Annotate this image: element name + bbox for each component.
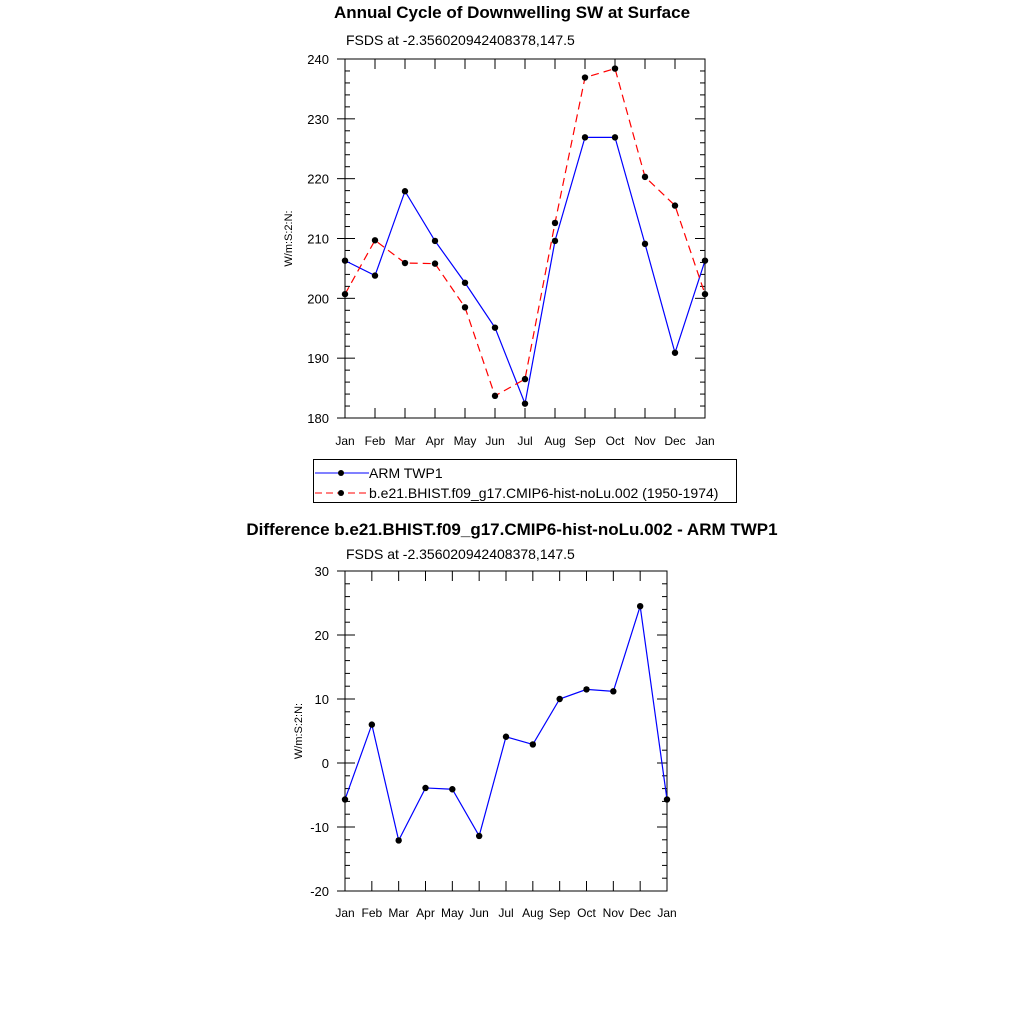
bottom-series-0-point: [530, 741, 536, 747]
top-series-0-point: [432, 238, 438, 244]
legend-label-model: b.e21.BHIST.f09_g17.CMIP6-hist-noLu.002 (1950-1974): [369, 485, 719, 501]
top-series-0-point: [672, 350, 678, 356]
top-ytick-label: 210: [307, 231, 329, 247]
chart-title-top: Annual Cycle of Downwelling SW at Surface: [333, 3, 691, 22]
top-series-1-point: [642, 174, 648, 180]
bottom-ytick-label: 30: [314, 564, 329, 579]
chart-legend: [313, 459, 737, 503]
bottom-series-0-point: [610, 688, 616, 694]
bottom-ytick-label: 0: [321, 756, 329, 771]
bottom-ytick-label: -10: [310, 820, 329, 835]
top-series-1-point: [702, 291, 708, 297]
bottom-xtick-label: Jun: [469, 906, 489, 920]
top-series-0-point: [462, 280, 468, 286]
bottom-ytick-label: 20: [314, 628, 329, 643]
chart-subtitle-top: FSDS at -2.356020942408378,147.5: [346, 32, 575, 48]
top-series-1-point: [582, 74, 588, 80]
bottom-plot-frame: [345, 571, 667, 891]
top-ytick-label: 240: [307, 52, 329, 67]
top-xtick-label: May: [453, 434, 477, 448]
top-xtick-label: Dec: [664, 434, 686, 448]
top-xtick-label: Jan: [695, 434, 715, 448]
top-xtick-label: Apr: [425, 434, 445, 448]
top-series-0-point: [342, 257, 348, 263]
bottom-series-0-point: [449, 786, 455, 792]
top-series-1-point: [402, 260, 408, 266]
top-series-1-point: [342, 291, 348, 297]
chart-title-bottom: Difference b.e21.BHIST.f09_g17.CMIP6-hist-noLu.002 - ARM TWP1: [246, 520, 778, 539]
bottom-series-0-point: [476, 833, 482, 839]
top-series-1-point: [432, 260, 438, 266]
top-series-0-point: [642, 241, 648, 247]
bottom-series-0-point: [556, 696, 562, 702]
bottom-ytick-label: 10: [314, 692, 329, 707]
top-series-1-point: [612, 65, 618, 71]
bottom-series-line-0: [345, 606, 667, 840]
top-ytick-label: 200: [307, 291, 329, 307]
top-ytick-label: 180: [307, 411, 329, 426]
top-xtick-label: Jul: [517, 434, 533, 448]
top-xtick-label: Sep: [574, 434, 596, 448]
top-xtick-label: Nov: [634, 434, 656, 448]
bottom-series-0-point: [342, 796, 348, 802]
top-plot-frame: [345, 59, 705, 418]
legend-item-arm: [314, 463, 736, 483]
top-series-0-point: [552, 238, 558, 244]
top-ytick-label: 190: [307, 351, 329, 367]
top-xtick-label: Jun: [485, 434, 505, 448]
top-xtick-label: Aug: [544, 434, 566, 448]
bottom-y-axis-label: W/m:S:2:N:: [293, 702, 305, 760]
legend-item-model: [314, 483, 736, 503]
bottom-series-0-point: [583, 686, 589, 692]
bottom-xtick-label: Feb: [361, 906, 383, 920]
bottom-series-0-point: [395, 837, 401, 843]
legend-label-arm: ARM TWP1: [369, 465, 443, 481]
top-series-1-point: [372, 237, 378, 243]
bottom-xtick-label: Dec: [629, 906, 651, 920]
top-series-1-point: [672, 202, 678, 208]
bottom-xtick-label: Jan: [335, 906, 355, 920]
bottom-xtick-label: Nov: [602, 906, 625, 920]
top-series-1-point: [522, 376, 528, 382]
top-xtick-label: Feb: [364, 434, 386, 448]
top-series-1-point: [552, 220, 558, 226]
bottom-xtick-label: May: [440, 906, 464, 920]
bottom-xtick-label: Jan: [657, 906, 677, 920]
legend-swatch-model: [314, 483, 374, 503]
bottom-xtick-label: Sep: [548, 906, 571, 920]
top-series-0-point: [582, 134, 588, 140]
top-ytick-label: 230: [307, 111, 329, 127]
top-xtick-label: Oct: [605, 434, 625, 448]
bottom-xtick-label: Oct: [577, 906, 596, 920]
bottom-xtick-label: Jul: [498, 906, 514, 920]
top-series-0-point: [402, 188, 408, 194]
top-series-1-point: [492, 393, 498, 399]
bottom-xtick-label: Mar: [388, 906, 410, 920]
bottom-xtick-label: Apr: [416, 906, 435, 920]
top-series-line-1: [345, 69, 705, 396]
top-series-0-point: [372, 272, 378, 278]
top-series-1-point: [462, 304, 468, 310]
bottom-series-0-point: [637, 603, 643, 609]
bottom-series-0-point: [369, 721, 375, 727]
top-y-axis-label: W/m:S:2:N:: [283, 210, 295, 267]
bottom-series-0-point: [422, 785, 428, 791]
top-xtick-label: Mar: [394, 434, 416, 448]
top-xtick-label: Jan: [335, 434, 355, 448]
legend-swatch-arm: [314, 463, 374, 483]
bottom-series-0-point: [664, 796, 670, 802]
top-series-0-point: [702, 257, 708, 263]
chart-subtitle-bottom: FSDS at -2.356020942408378,147.5: [346, 546, 575, 562]
top-series-0-point: [612, 134, 618, 140]
top-series-0-point: [522, 400, 528, 406]
bottom-series-0-point: [503, 734, 509, 740]
top-ytick-label: 220: [307, 171, 329, 187]
top-series-0-point: [492, 324, 498, 330]
bottom-ytick-label: -20: [310, 884, 329, 899]
bottom-xtick-label: Aug: [522, 906, 544, 920]
top-series-line-0: [345, 137, 705, 403]
